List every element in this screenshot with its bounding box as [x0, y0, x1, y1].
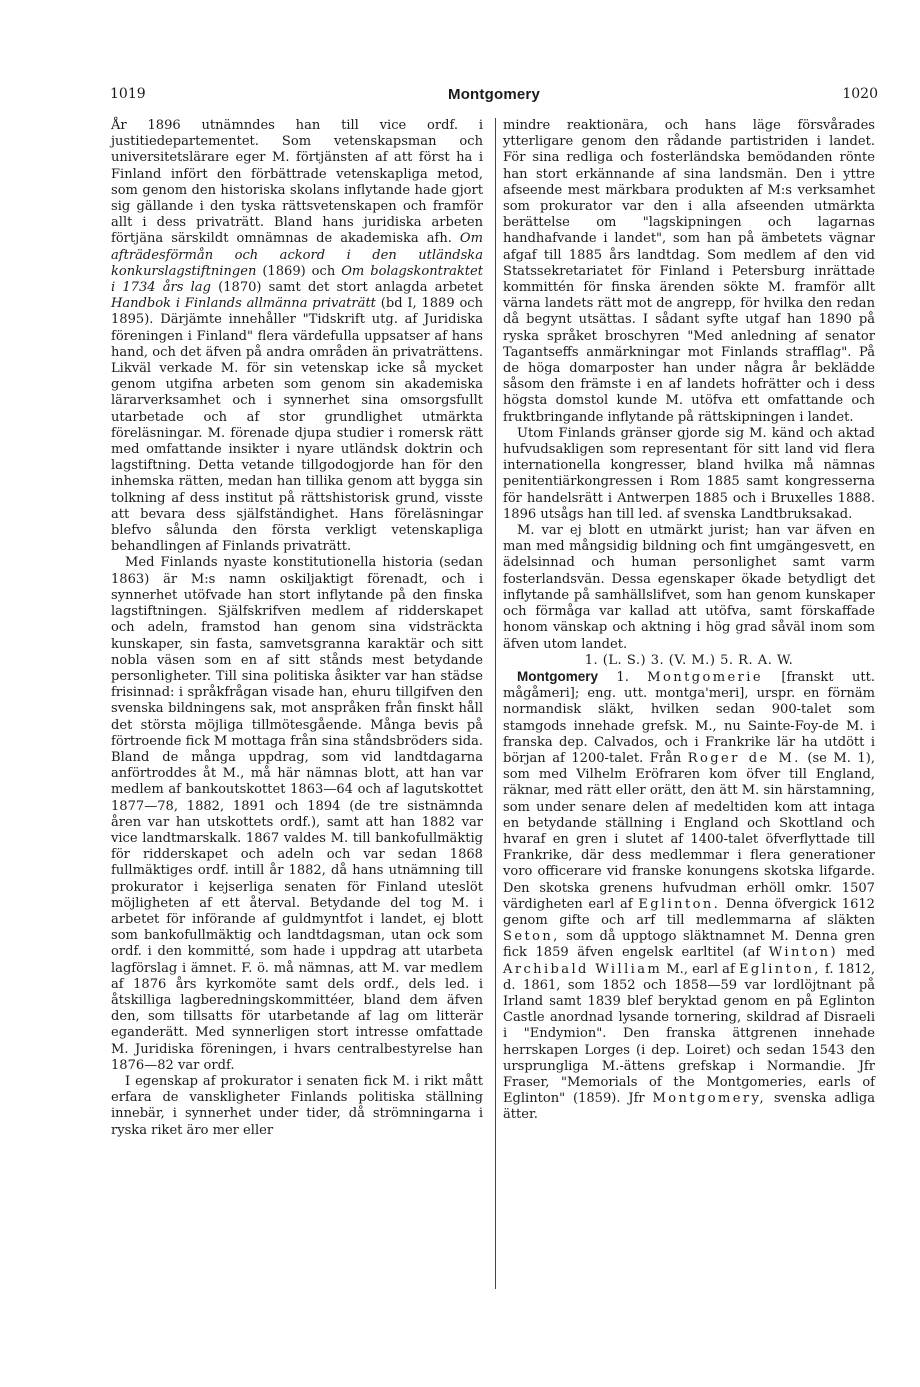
text-run: 1. [616, 669, 629, 685]
text-run: som då upptogo släktnamnet M. Denna gren fick 1859 äfven engelsk earltitel (af [503, 929, 875, 961]
spaced-name: Eglinton, [738, 961, 821, 977]
spaced-name: Roger de M. [687, 750, 801, 766]
left-column [111, 118, 483, 1139]
column-divider [495, 118, 496, 1289]
spaced-name: Seton, [503, 929, 560, 945]
text-run: (bd I, 1889 och 1895). Därjämte innehåller "Tidskrift utg. af Juridiska föreningen i Finland" flera värdefulla uppsatser af hans hand, och det äfven på andra områden än privaträttens. Likväl verkade M. för sin vetenskap icke så mycket genom utgifna arbeten som genom sin akademiska lärarverksamhet och i synnerhet sina omsorgsfullt utarbetade och af stor grundlighet utmärkta föreläsningar. M. förenade djupa studier i romersk rätt med omfattande insikter i nyare utländsk doktrin och lagstiftning. Detta vetande tillgodogjorde han för den inhemska rätten, medan han tillika genom att bygga sin tolkning af dess institut på rättshistorisk grund, visste att bevara dess själfständighet. Hans föreläsningar blefvo sålunda den första verkligt vetenskapliga behandlingen af Finlands privaträtt. [111, 296, 484, 555]
work-title: Om bolagskontraktet i 1734 års lag [111, 263, 483, 296]
page-number-right: 1020 [842, 86, 878, 102]
spaced-name: Montgomerie [647, 669, 763, 685]
spaced-name: Eglinton. [638, 896, 721, 912]
text-run: Denna öfvergick 1612 genom gifte och arf till medlemmarna af släkten [503, 896, 875, 928]
text-run: M., earl af [666, 961, 735, 977]
text-run: med [846, 945, 875, 961]
running-title: Montgomery [448, 86, 540, 103]
text-run: svenska adliga ätter. [503, 1091, 875, 1123]
page-header [110, 86, 878, 108]
entry-headword: Montgomery [517, 668, 598, 684]
work-title: Handbok i Finlands allmänna privaträtt [111, 296, 376, 312]
paragraph [111, 118, 483, 555]
text-run: (se M. 1), som med Vilhelm Eröfraren kom öfver till England, räknar, med rätt eller orätt, den ätt M. sin härstamning, som under senare delen af medeltiden kom att intaga en betydande ställning i England och Skottland och hvaraf en gren i slutet af 1400-talet öfverflyttade till Frankrike, där dess medlemmar i flera generationer voro officerare vid franske konungens skotska lifgarde. Den skotska grenens hufvudman erhöll omkr. 1507 värdigheten earl af [503, 750, 875, 912]
text-run: [franskt utt. mågåmeri]; eng. utt. montga'meri], urspr. en förnäm normandisk släkt, hvilken sedan 900-talet som stamgods innehade grefsk. M., nu Sainte-Foy-de M. i franska dep. Calvados, och i Frankrike lär ha utdött i början af 1200-talet. Från [503, 669, 875, 766]
paragraph: mindre reaktionära, och hans läge försvårades ytterligare genom den rådande partistriden i landet. För sina redliga och fosterländska bemödanden rönte han stort erkännande af sina landsmän. Den i yttre afseende mest märkbara produkten af M:s verksamhet som prokurator var den i alla afseenden utmärkta berättelse om "lagskipningen och lagarnas handhafvande i landet", som han på ämbetets vägnar afgaf till 1885 års landtdag. Som medlem af den vid Statssekretariatet för Finland i Petersburg inrättade kommittén för finska ärenden sökte M. framför allt värna landets rätt mot de angrepp, för hvilka den redan då begynt utsättas. I sådant syfte utgaf han 1890 på ryska språket broschyren "Med anledning af senator Tagantseffs anmärkningar mot Finlands strafflag". På de höga domarposter han under några år beklädde såsom den främste i en af landets hofrätter och i dess högsta domstol kunde M. utöfva ett omfattande och fruktbringande inflytande på rättskipningen i landet. [503, 118, 875, 425]
spaced-name: Winton) [768, 945, 838, 961]
spaced-name: Archibald William [503, 961, 663, 977]
spaced-name: Montgomery, [652, 1091, 767, 1107]
text-run: (1870) samt det stort anlagda arbetet [218, 280, 483, 296]
page-number-left: 1019 [110, 86, 146, 102]
paragraph: I egenskap af prokurator i senaten fick M. i rikt mått erfara de vanskligheter Finlands politiska ställning innebär, i synnerhet under tider, då strömningarna i ryska riket äro mer eller [111, 1073, 483, 1138]
paragraph: Med Finlands nyaste konstitutionella historia (sedan 1863) är M:s namn oskiljaktigt förenadt, och i synnerhet utöfvade han stort inflytande på den finska lagstiftningen. Själfskrifven medlem af ridderskapet och adeln, framstod han genom sina vidsträckta kunskaper, sin fasta, samvetsgranna karaktär och sitt nobla väsen som en af sitt stånds mest betydande personligheter. Till sina politiska åsikter var han städse frisinnad: i språkfrågan visade han, ehuru tillgifven den svenska bildningens sak, mot anspråken från finskt håll det största möjliga tillmötesgående. Många bevis på förtroende fick M mottaga från sina ståndsbröders sida. Bland de många uppdrag, som vid landtdagarna anförtroddes åt M., må här nämnas blott, att han var medlem af bankoutskottet 1863—64 och af lagutskottet 1877—78, 1882, 1891 och 1894 (de tre sistnämnda åren var han utskottets ordf.), samt att han 1882 var vice landtmarskalk. 1867 valdes M. till bankofullmäktig för ridderskapet och adeln och var sedan 1868 fullmäktiges ordf. intill år 1882, då hans utnämning till prokurator i kejserliga senaten för Finland uteslöt möjligheten af ett återval. Betydande del tog M. i arbetet för införande af guldmyntfot i landet, ej blott som bankofullmäktig och landtdagsman, utan ock som ordf. i den kommitté, som hade i uppdrag att utarbeta lagförslag i ämnet. F. ö. må nämnas, att M. var medlem af 1876 års kyrkomöte samt dels ordf., dels led. i åtskilliga lagberedningskommittéer, bland dem äfven den, som tillsatts för utarbetande af lag om litterär eganderätt. Med synnerligen stort intresse omfattade M. Juridiska föreningen, i hvars centralbestyrelse han 1876—82 var ordf. [111, 555, 483, 1073]
paragraph: Utom Finlands gränser gjorde sig M. känd och aktad hufvudsakligen som representant för sitt land vid flera internationella kongresser, bland hvilka må nämnas penitentiärkongressen i Rom 1885 samt kongresserna för handelsrätt i Antwerpen 1885 och i Bruxelles 1888. 1896 utsågs han till led. af svenska Landtbruksakad. [503, 425, 875, 522]
entry-paragraph [503, 669, 875, 1124]
text-run: (1869) och [262, 263, 336, 279]
work-title: Om afträdesförmån och ackord i den utländska konkurslagstiftningen [111, 231, 483, 279]
author-signatures: 1. (L. S.) 3. (V. M.) 5. R. A. W. [584, 652, 794, 668]
right-column [503, 118, 875, 1124]
text-run: År 1896 utnämndes han till vice ordf. i justitiedepartementet. Som vetenskapsman och universitetslärare eger M. förtjänsten af att först ha i Finland infört den förbättrade vetenskapliga metod, som genom den historiska skolans inflytande hade gjort sig gällande i den tyska rättsvetenskapen och framför allt i dess privaträtt. Bland hans juridiska arbeten förtjäna särskildt omnämnas de akademiska afh. [111, 118, 483, 247]
paragraph: M. var ej blott en utmärkt jurist; han var äfven en man med mångsidig bildning och fint umgängesvett, en ädelsinnad och human personlighet samt varm fosterlandsvän. Dessa egenskaper ökade betydligt det inflytande på samhällslifvet, som han genom kunskaper och förmåga var kallad att utöfva, samt förskaffade honom vänskap och aktning i hög grad såväl inom som äfven utom landet. [503, 523, 875, 652]
text-run: f. 1812, d. 1861, som 1852 och 1858—59 var lordlöjtnant på Irland samt 1839 blef beryktad genom en på Eglinton Castle anordnad lysande tornering, skildrad af Disraeli i "Endymion". Den franska ättgrenen innehade herrskapen Lorges (i dep. Loiret) och sedan 1543 den ursprungliga M.-ättens grefskap i Normandie. Jfr Fraser, "Memorials of the Montgomeries, earls of Eglinton" (1859). Jfr [503, 961, 875, 1107]
